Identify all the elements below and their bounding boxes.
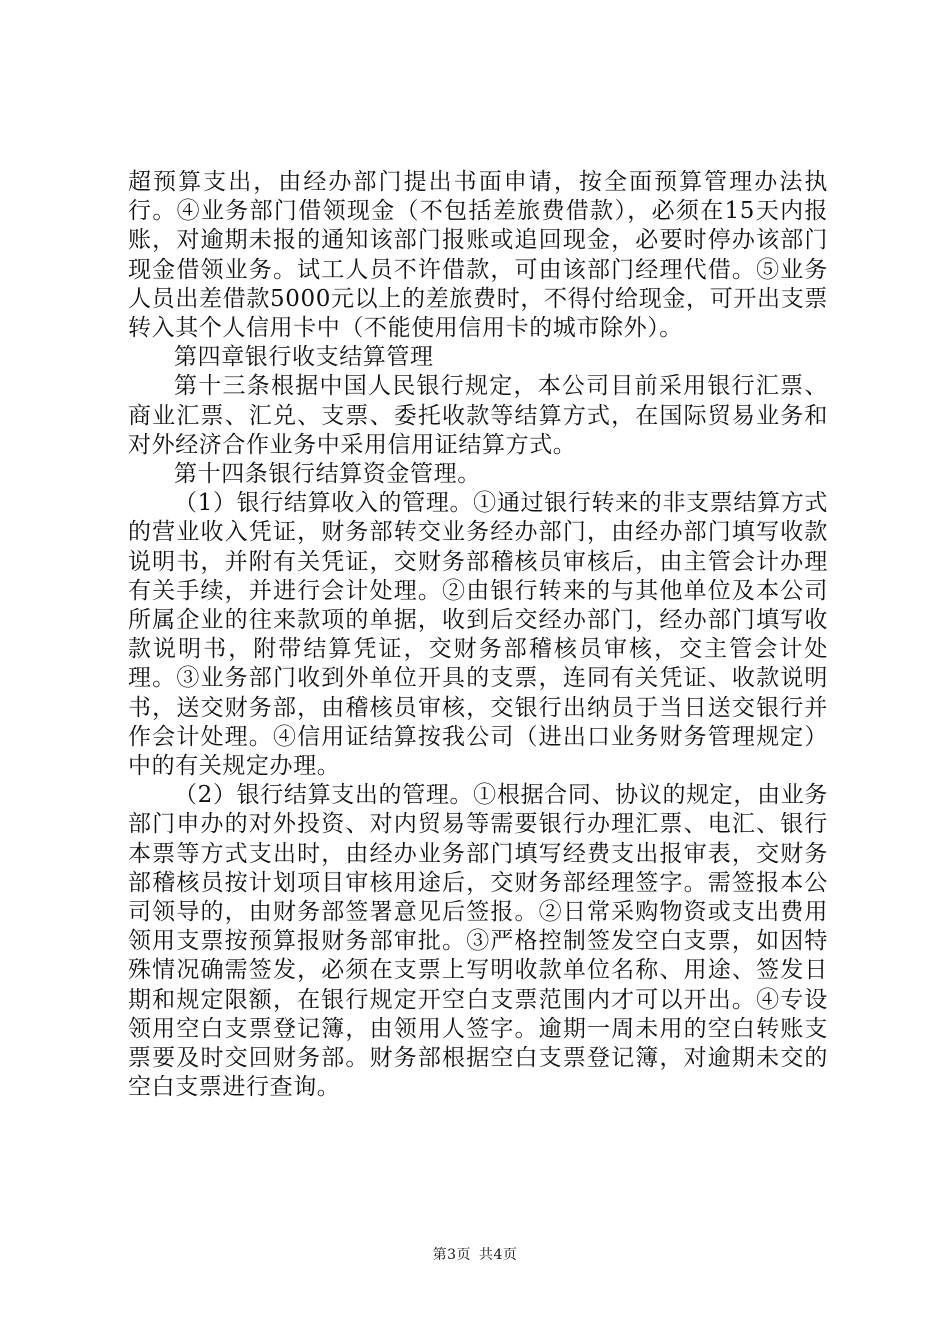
- paragraph-budget-cash: 超预算支出，由经办部门提出书面申请，按全面预算管理办法执行。④业务部门借领现金（不包括差旅费借款），必须在15天内报账，对逾期未报的通知该部门报账或追回现金，必要时停办该部门现金借领业务。试工人员不许借款，可由该部门经理代借。⑤业务人员出差借款5000元以上的差旅费时，不得付给现金，可开出支票转入其个人信用卡中（不能使用信用卡的城市除外）。: [128, 169, 828, 342]
- chapter-heading: 第四章银行收支结算管理: [174, 344, 434, 371]
- page-number: 第3页: [432, 1247, 471, 1263]
- paragraph-expense-management: （2）银行结算支出的管理。①根据合同、协议的规定，由业务部门申办的对外投资、对内贸易等需要银行办理汇票、电汇、银行本票等方式支出时，由经办业务部门填写经费支出报审表，交财务部稽核员按计划项目审核用途后，交财务部经理签字。需签报本公司领导的，由财务部签署意见后签报。②日常采购物资或支出费用领用支票按预算报财务部审批。③严格控制签发空白支票，如因特殊情况确需签发，必须在支票上写明收款单位名称、用途、签发日期和规定限额，在银行规定开空白支票范围内才可以开出。④专设领用空白支票登记簿，由领用人签字。逾期一周未用的空白转账支票要及时交回财务部。财务部根据空白支票登记簿，对逾期未交的空白支票进行查询。: [128, 782, 828, 1101]
- article-14: 第十四条银行结算资金管理。: [174, 461, 481, 488]
- page-total: 共4页: [479, 1247, 518, 1263]
- document-body: [128, 168, 828, 1103]
- page-footer: [0, 1246, 950, 1264]
- article-13: 第十三条根据中国人民银行规定，本公司目前采用银行汇票、商业汇票、汇兑、支票、委托收款等结算方式，在国际贸易业务和对外经济合作业务中采用信用证结算方式。: [128, 373, 828, 458]
- paragraph-income-management: （1）银行结算收入的管理。①通过银行转来的非支票结算方式的营业收入凭证，财务部转交业务经办部门，由经办部门填写收款说明书，并附有关凭证，交财务部稽核员审核后，由主管会计办理有关手续，并进行会计处理。②由银行转来的与其他单位及本公司所属企业的往来款项的单据，收到后交经办部门，经办部门填写收款说明书，附带结算凭证，交财务部稽核员审核，交主管会计处理。③业务部门收到外单位开具的支票，连同有关凭证、收款说明书，送交财务部，由稽核员审核，交银行出纳员于当日送交银行并作会计处理。④信用证结算按我公司（进出口业务财务管理规定）中的有关规定办理。: [128, 490, 828, 780]
